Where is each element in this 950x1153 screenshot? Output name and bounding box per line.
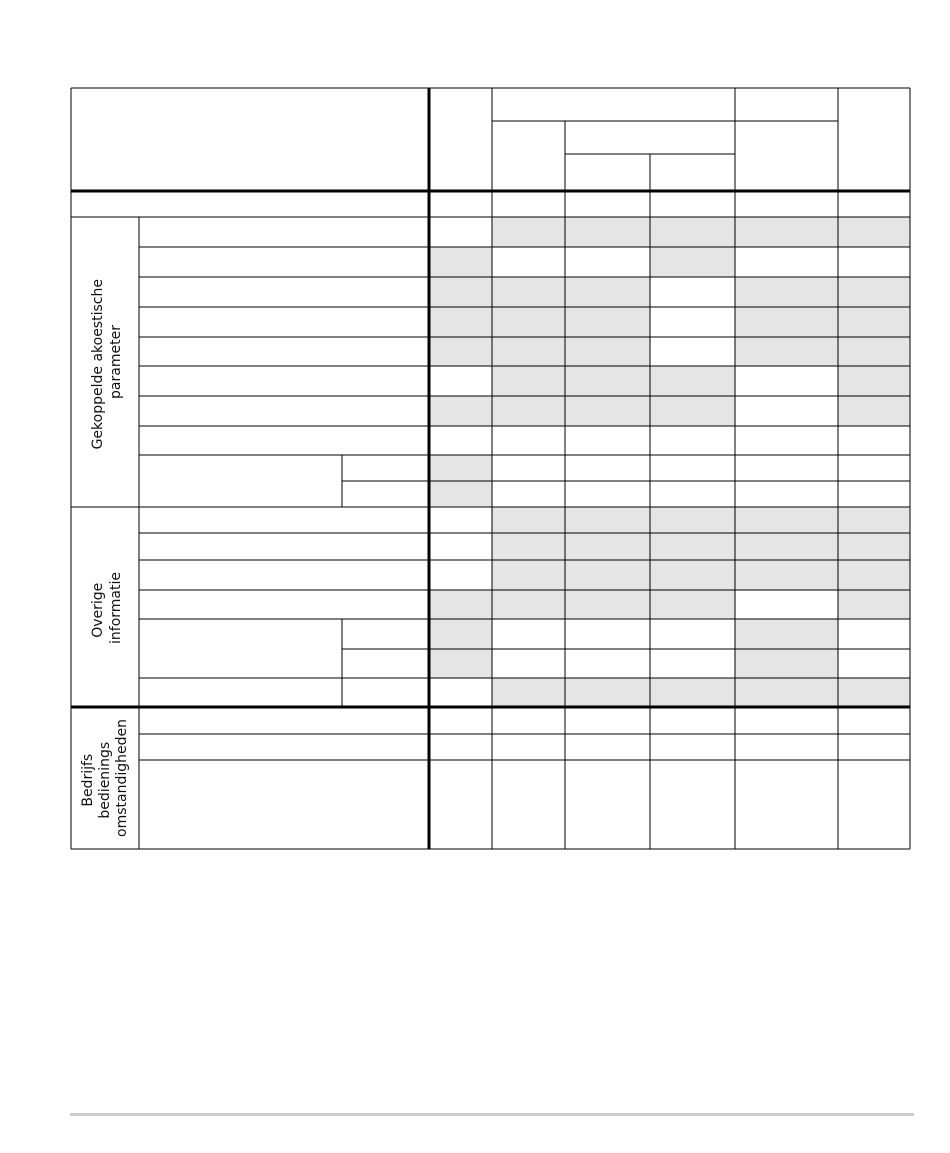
shaded-cell [651, 534, 735, 560]
shaded-cell [736, 561, 838, 590]
shaded-cell [566, 534, 650, 560]
shaded-cell [839, 338, 910, 366]
shaded-cell [430, 650, 492, 678]
shaded-cell [566, 397, 650, 426]
shaded-cell [839, 508, 910, 533]
shaded-cell [566, 278, 650, 307]
shaded-cell [493, 397, 565, 426]
shaded-cell [736, 534, 838, 560]
shaded-cell [566, 308, 650, 337]
shaded-cell [566, 561, 650, 590]
shaded-cell [493, 508, 565, 533]
shaded-cell [493, 367, 565, 396]
shaded-cell [839, 591, 910, 619]
shaded-cell [493, 338, 565, 366]
shaded-cell [651, 367, 735, 396]
shaded-cell [736, 650, 838, 678]
shaded-cell [566, 367, 650, 396]
shaded-cell [839, 308, 910, 337]
shaded-cell [430, 482, 492, 507]
shaded-cell [736, 508, 838, 533]
shaded-cell [430, 308, 492, 337]
shaded-cell [566, 218, 650, 247]
shaded-cell [736, 620, 838, 649]
shaded-cell [493, 679, 565, 707]
shaded-cell [839, 397, 910, 426]
group-label-other: Overige informatie [90, 572, 124, 644]
shaded-cell [430, 397, 492, 426]
shaded-cell [651, 679, 735, 707]
shaded-cell [493, 591, 565, 619]
shaded-cell [736, 308, 838, 337]
shaded-cell [839, 278, 910, 307]
shaded-cell [430, 278, 492, 307]
shaded-cell [736, 278, 838, 307]
shaded-cell [493, 534, 565, 560]
shaded-cell [430, 248, 492, 277]
shaded-cell [430, 338, 492, 366]
shaded-cell [651, 561, 735, 590]
shaded-cell [736, 679, 838, 707]
group-label-acoustic: Gekoppelde akoestische parameter [90, 279, 124, 450]
shaded-cell [430, 591, 492, 619]
footer-rule [70, 1113, 914, 1116]
shaded-cell [651, 591, 735, 619]
shaded-cell [430, 456, 492, 481]
shaded-cell [839, 218, 910, 247]
shaded-cell [839, 534, 910, 560]
shaded-cell [566, 508, 650, 533]
shaded-cell [566, 338, 650, 366]
shaded-cell [651, 248, 735, 277]
shaded-cell [651, 397, 735, 426]
shaded-cell [736, 338, 838, 366]
shaded-cell [736, 218, 838, 247]
shaded-cell [430, 620, 492, 649]
shaded-cell [651, 218, 735, 247]
shaded-cell [493, 278, 565, 307]
shaded-cell [839, 679, 910, 707]
shaded-cell [493, 561, 565, 590]
shaded-cell [839, 561, 910, 590]
shaded-cell [493, 308, 565, 337]
group-label-operating: Bedrijfs bedienings omstandigheden [80, 719, 130, 837]
shaded-cell [839, 367, 910, 396]
group-labels [80, 275, 130, 837]
shaded-cell [651, 508, 735, 533]
shaded-cell [493, 218, 565, 247]
shaded-cell [566, 591, 650, 619]
shaded-cell [566, 679, 650, 707]
